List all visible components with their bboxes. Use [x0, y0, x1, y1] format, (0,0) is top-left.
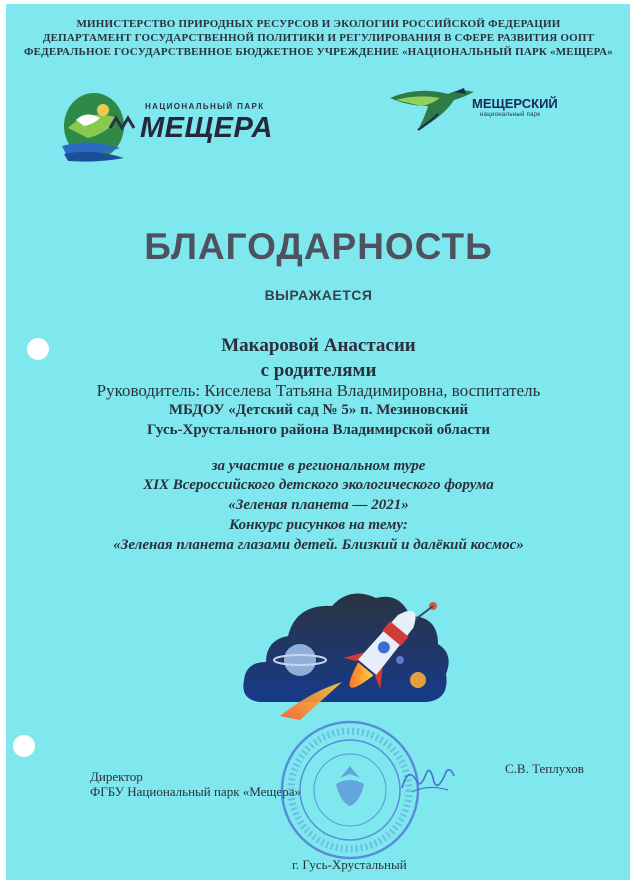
signer-organization: ФГБУ Национальный парк «Мещера»: [90, 784, 301, 799]
meshchera-park-logo-icon: [58, 88, 140, 163]
meshchersky-bird-logo-icon: [388, 84, 478, 140]
signer-name: С.В. Теплухов: [505, 761, 584, 776]
space-rocket-illustration: [240, 582, 455, 722]
punch-hole-bottom: [13, 735, 35, 757]
reason-line-2: XIX Всероссийского детского экологического форума: [143, 477, 494, 493]
certificate-subtitle: ВЫРАЖАЕТСЯ: [264, 287, 373, 303]
reason-line-3: «Зеленая планета — 2021»: [228, 497, 409, 513]
recipient-organization: МБДОУ «Детский сад № 5» п. Мезиновский: [168, 402, 469, 418]
handwritten-signature-icon: [398, 762, 458, 796]
header-institution: ФЕДЕРАЛЬНОЕ ГОСУДАРСТВЕННОЕ БЮДЖЕТНОЕ УЧРЕЖДЕНИЕ «НАЦИОНАЛЬНЫЙ ПАРК «МЕЩЕРА»: [23, 46, 614, 58]
reason-line-4: Конкурс рисунков на тему:: [229, 517, 408, 533]
recipient-name: Макаровой Анастасии: [221, 335, 416, 356]
header-ministry: МИНИСТЕРСТВО ПРИРОДНЫХ РЕСУРСОВ И ЭКОЛОГИИ РОССИЙСКОЙ ФЕДЕРАЦИИ: [76, 18, 561, 30]
logo-left-subtitle: НАЦИОНАЛЬНЫЙ ПАРК: [145, 102, 265, 111]
recipient-with: с родителями: [260, 360, 377, 381]
reason-line-5: «Зеленая планета глазами детей. Близкий и далёкий космос»: [113, 537, 524, 553]
recipient-supervisor: Руководитель: Киселева Татьяна Владимировна, воспитатель: [96, 381, 541, 400]
logo-left-title: МЕЩЕРА: [140, 112, 273, 144]
header-department: ДЕПАРТАМЕНТ ГОСУДАРСТВЕННОЙ ПОЛИТИКИ И РЕГУЛИРОВАНИЯ В СФЕРЕ РАЗВИТИЯ ООПТ: [42, 32, 595, 44]
recipient-district: Гусь-Хрустального района Владимирской области: [146, 422, 491, 438]
logo-right-title: МЕЩЕРСКИЙ: [472, 96, 558, 111]
certificate-title: БЛАГОДАРНОСТЬ: [144, 226, 493, 267]
reason-line-1: за участие в региональном туре: [211, 458, 426, 474]
signer-role: Директор: [90, 769, 143, 784]
logo-right-subtitle: национальный парк: [480, 112, 541, 118]
certificate-place: г. Гусь-Хрустальный: [292, 857, 407, 872]
